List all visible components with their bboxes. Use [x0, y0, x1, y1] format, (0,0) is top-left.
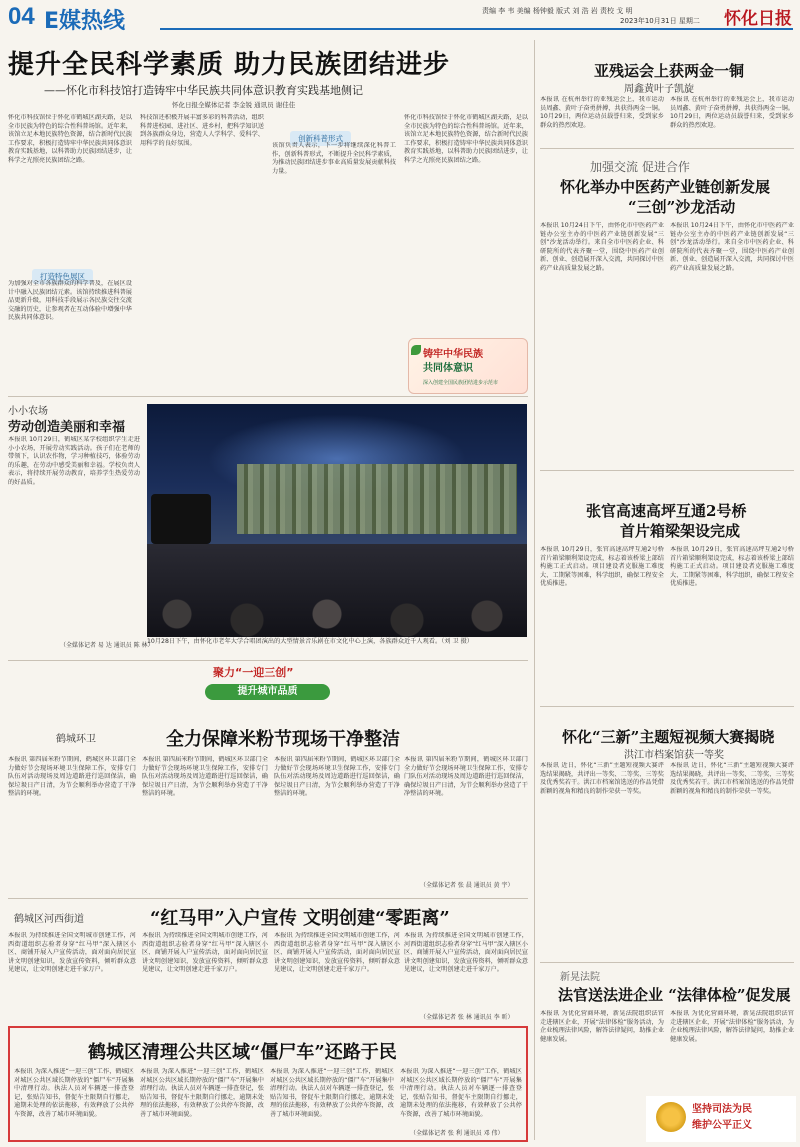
editor-meta: 责编 李 韦 美编 杨钟毅 版式 刘 浩 岩 责校 戈 明	[482, 7, 633, 15]
story-a-kicker: 鹤城环卫	[56, 734, 96, 745]
r3-col-1: 本报讯 10月29日，张官高速高坪互通2号桥首片箱梁顺利架设完成，标志着该桥梁上部结构施工正式启动。项目建设者克服施工难度大、工期紧等困难，科学组织，确保工程安全优质推进。	[540, 546, 664, 588]
page-header	[0, 0, 800, 36]
story-b-col-3: 本报讯 为持续推进全国文明城市创建工作，河西街道组织志验者身穿“红马甲”深入辖区小区、商铺开展入户宣传活动，面对面向居民宣讲文明创建知识，发放宣传资料，倾听群众意见建议，让文明创建走进千家万户。	[274, 932, 400, 974]
r3-col-2: 本报讯 10月29日，张官高速高坪互通2号桥首片箱梁顺利架设完成，标志着该桥梁上部结构施工正式启动。项目建设者克服施工难度大、工期紧等困难，科学组织，确保工程安全优质推进。	[670, 546, 794, 588]
r4-col-2: 本报讯 近日，怀化“三新”主题短视频大赛评选结果揭晓，共评出一等奖、二等奖、三等奖及优秀奖若干。洪江市档案馆选送的作品凭借新颖的视角和精良的制作荣获一等奖。	[670, 762, 794, 795]
r4-col-1: 本报讯 近日，怀化“三新”主题短视频大赛评选结果揭晓，共评出一等奖、二等奖、三等奖及优秀奖若干。洪江市档案馆选送的作品凭借新颖的视角和精良的制作荣获一等奖。	[540, 762, 664, 795]
lead-column-3: 科技馆还积极开展丰富多彩的科普活动，组织科普进校园、进社区、进乡村，把科学知识送到各族群众身边，营造人人学科学、爱科学、用科学的良好氛围。	[140, 114, 264, 147]
choir-group	[237, 464, 517, 534]
lead-column-4: 该馆负责人表示，下一步将继续深化科普工作，创新科普形式，不断提升全民科学素质，为推动民族团结进步事业高质量发展贡献科技力量。	[272, 142, 396, 175]
divider	[540, 706, 794, 707]
story-a-col-3: 本报讯 第四届米粉节期间，鹤城区环卫部门全力做好节会现场环境卫生保障工作，安排专门队伍对活动现场及周边道路进行巡回保洁，确保垃圾日产日清，为节会顺利举办营造了干净整洁的环境。	[274, 756, 400, 798]
left-story-byline: （全媒体记者 易 达 通讯员 陈 林）	[60, 642, 154, 649]
r5-headline: 法官送法进企业 “法律体检”促发展	[558, 986, 791, 1004]
justice-badge	[646, 1096, 796, 1142]
r2-headline-2: “三创”沙龙活动	[628, 198, 736, 216]
story-b-col-1: 本报讯 为持续推进全国文明城市创建工作，河西街道组织志验者身穿“红马甲”深入辖区小区、商铺开展入户宣传活动，面对面向居民宣讲文明创建知识，发放宣传资料，倾听群众意见建议，让文明创建走进千家万户。	[8, 932, 136, 974]
lead-column-5: 怀化市科技馆位于怀化市鹤城区湖天路，是以全市民族为特色的综合性科普场馆。近年来，该馆立足本地民族特色资源，结合新时代民族工作要求，积极打造铸牢中华民族共同体意识教育实践基地，以科普助力民族团结进步，让科学之光照亮民族团结之路。	[404, 114, 528, 164]
r1-col-2: 本报讯 在杭州举行的亚残运会上，我市运动员周鑫、黄叶子奋勇拼搏，共获得两金一铜。10月29日，两位运动员载誉归来，受到家乡群众的热烈欢迎。	[670, 96, 794, 129]
divider	[8, 898, 528, 899]
header-rule	[160, 28, 793, 30]
story-a-col-1: 本报讯 第四届米粉节期间，鹤城区环卫部门全力做好节会现场环境卫生保障工作，安排专门队伍对活动现场及周边道路进行巡回保洁，确保垃圾日产日清，为节会顺利举办营造了干净整洁的环境。	[8, 756, 136, 798]
story-b-headline: “红马甲”入户宣传 文明创建“零距离”	[150, 908, 450, 929]
r5-col-1: 本报讯 为优化营商环境，新晃法院组织法官走进辖区企业，开展“法律体检”服务活动，为企业梳理法律风险，解答法律疑问，助推企业健康发展。	[540, 1010, 664, 1043]
column-divider	[534, 40, 535, 1140]
photo-caption: 10月28日下午，由怀化市老年大学合唱团演出的大型情景音乐剧在市文化中心上演，各族群众近千人观看。（刘 卫 摄）	[147, 638, 473, 645]
justice-badge-line-1: 坚持司法为民	[692, 1104, 752, 1115]
lead-headline: 提升全民科学素质 助力民族团结进步	[8, 50, 451, 80]
stamp-line-2: 共同体意识	[423, 363, 473, 374]
story-b-byline: （全媒体记者 张 林 通讯员 李 昕）	[420, 1014, 514, 1021]
left-story-body: 本报讯 10月29日，鹤城区某学校组织学生走进小小农场，开展劳动实践活动。孩子们在老师的带领下，认识农作物，学习种植技巧，体验劳动的乐趣，在劳动中感受美丽和幸福。学校负责人表示，将持续开展劳动教育，培养学生热爱劳动的好品质。	[8, 436, 140, 486]
story-c-col-2: 本报讯 为深入推进“一迎三创”工作，鹤城区对城区公共区域长期停放的“僵尸车”开展集中清理行动。执法人员对车辆逐一排查登记，张贴告知书，督促车主限期自行挪走，逾期未处理的依法拖移，有效释放了公共停车资源，改善了城市环境面貌。	[140, 1068, 264, 1118]
lead-column-2: 为加强对全市各族群众的科学普及，在展区设计中融入民族团结元素。该馆持续推进科普展品更新升级，用科技手段展示各民族交往交流交融的历史，让参观者在互动体验中增强中华民族共同体意识。	[8, 280, 132, 322]
r1-col-1: 本报讯 在杭州举行的亚残运会上，我市运动员周鑫、黄叶子奋勇拼搏，共获得两金一铜。10月29日，两位运动员载誉归来，受到家乡群众的热烈欢迎。	[540, 96, 664, 129]
date-meta: 2023年10月31日 星期二	[620, 17, 700, 25]
section-title: E媒热线	[44, 9, 126, 34]
lead-byline: 怀化日报全媒体记者 李金锐 通讯员 谢佳佳	[172, 101, 296, 109]
divider	[540, 470, 794, 471]
banner-line-1: 聚力“一迎三创”	[213, 666, 294, 679]
stamp-line-1: 铸牢中华民族	[423, 349, 483, 360]
r2-col-1: 本报讯 10月24日下午，由怀化市中医药产业链办公室主办的中医药产业链创新发展“三创”沙龙活动举行。来自全市中医药企业、科研院所的代表齐聚一堂，围绕中医药产业创新、创业、创造展开深入交流，共同探讨中医药产业高质量发展之路。	[540, 222, 664, 272]
story-c-col-4: 本报讯 为深入推进“一迎三创”工作，鹤城区对城区公共区域长期停放的“僵尸车”开展集中清理行动。执法人员对车辆逐一排查登记，张贴告知书，督促车主限期自行挪走，逾期未处理的依法拖移，有效释放了公共停车资源，改善了城市环境面貌。	[400, 1068, 522, 1118]
r3-headline-2: 首片箱梁架设完成	[620, 522, 741, 540]
r2-headline: 怀化举办中医药产业链创新发展	[560, 178, 771, 196]
divider	[540, 962, 794, 963]
story-a-col-2: 本报讯 第四届米粉节期间，鹤城区环卫部门全力做好节会现场环境卫生保障工作，安排专门队伍对活动现场及周边道路进行巡回保洁，确保垃圾日产日清，为节会顺利举办营造了干净整洁的环境。	[142, 756, 268, 798]
story-c-col-1: 本报讯 为深入推进“一迎三创”工作，鹤城区对城区公共区域长期停放的“僵尸车”开展集中清理行动。执法人员对车辆逐一排查登记，张贴告知书，督促车主限期自行挪走，逾期未处理的依法拖移，有效释放了公共停车资源，改善了城市环境面貌。	[14, 1068, 134, 1118]
lead-pill-1: 打造特色展区	[32, 269, 93, 284]
divider	[8, 396, 528, 397]
story-c-col-3: 本报讯 为深入推进“一迎三创”工作，鹤城区对城区公共区域长期停放的“僵尸车”开展集中清理行动。执法人员对车辆逐一排查登记，张贴告知书，督促车主限期自行挪走，逾期未处理的依法拖移，有效释放了公共停车资源，改善了城市环境面貌。	[270, 1068, 394, 1118]
concert-photo	[147, 404, 527, 637]
city-quality-banner	[205, 664, 330, 706]
story-a-col-4: 本报讯 第四届米粉节期间，鹤城区环卫部门全力做好节会现场环境卫生保障工作，安排专门队伍对活动现场及周边道路进行巡回保洁，确保垃圾日产日清，为节会顺利举办营造了干净整洁的环境。	[404, 756, 528, 798]
leaf-icon	[411, 345, 421, 355]
lead-subheadline: ——怀化市科技馆打造铸牢中华民族共同体意识教育实践基地侧记	[44, 84, 363, 97]
story-c-byline: （全媒体记者 张 利 通讯员 邓 伟）	[410, 1130, 504, 1137]
r4-subheadline: 洪江市档案馆获一等奖	[624, 750, 724, 761]
story-b-col-4: 本报讯 为持续推进全国文明城市创建工作，河西街道组织志验者身穿“红马甲”深入辖区小区、商铺开展入户宣传活动，面对面向居民宣讲文明创建知识，发放宣传资料，倾听群众意见建议，让文明创建走进千家万户。	[404, 932, 528, 974]
scales-of-justice-icon	[656, 1102, 686, 1132]
left-story-kicker: 小小农场	[8, 406, 48, 417]
lead-column-1: 怀化市科技馆位于怀化市鹤城区湖天路，是以全市民族为特色的综合性科普场馆。近年来，该馆立足本地民族特色资源，结合新时代民族工作要求，积极打造铸牢中华民族共同体意识教育实践基地，以科普助力民族团结进步，让科学之光照亮民族团结之路。	[8, 114, 132, 164]
left-story-headline: 劳动创造美丽和幸福	[8, 420, 126, 435]
r1-headline: 亚残运会上获两金一铜	[594, 62, 745, 80]
divider	[540, 148, 794, 149]
story-b-col-2: 本报讯 为持续推进全国文明城市创建工作，河西街道组织志验者身穿“红马甲”深入辖区小区、商铺开展入户宣传活动，面对面向居民宣讲文明创建知识，发放宣传资料，倾听群众意见建议，让文明创建走进千家万户。	[142, 932, 268, 974]
r4-headline: 怀化“三新”主题短视频大赛揭晓	[562, 728, 775, 746]
page-number: 04	[8, 3, 35, 30]
piano	[151, 494, 211, 544]
r2-col-2: 本报讯 10月24日下午，由怀化市中医药产业链办公室主办的中医药产业链创新发展“三创”沙龙活动举行。来自全市中医药企业、科研院所的代表齐聚一堂，围绕中医药产业创新、创业、创造展开深入交流，共同探讨中医药产业高质量发展之路。	[670, 222, 794, 272]
story-a-headline: 全力保障米粉节现场干净整洁	[166, 729, 400, 750]
justice-badge-line-2: 维护公平正义	[692, 1120, 752, 1131]
r5-kicker: 新晃法院	[560, 972, 600, 983]
divider	[8, 660, 528, 661]
lead-pill-2: 创新科普形式	[290, 131, 351, 146]
audience-heads	[147, 584, 527, 637]
r5-col-2: 本报讯 为优化营商环境，新晃法院组织法官走进辖区企业，开展“法律体检”服务活动，为企业梳理法律风险，解答法律疑问，助推企业健康发展。	[670, 1010, 794, 1043]
story-c-headline: 鹤城区清理公共区域“僵尸车”还路于民	[88, 1042, 397, 1063]
r2-kicker: 加强交流 促进合作	[590, 160, 690, 174]
banner-line-2: 提升城市品质	[205, 684, 330, 700]
r3-headline: 张官高速高坪互通2号桥	[586, 502, 747, 520]
newspaper-logo: 怀化日报	[724, 9, 792, 29]
ethnic-unity-stamp	[408, 338, 528, 394]
stamp-line-3: 深入创建全国民族团结进步示范市	[423, 380, 499, 386]
story-b-kicker: 鹤城区河西街道	[14, 914, 84, 925]
r1-subheadline: 周鑫黄叶子凯旋	[624, 84, 694, 95]
story-a-byline: （全媒体记者 张 晨 通讯员 黄 宇）	[420, 882, 514, 889]
